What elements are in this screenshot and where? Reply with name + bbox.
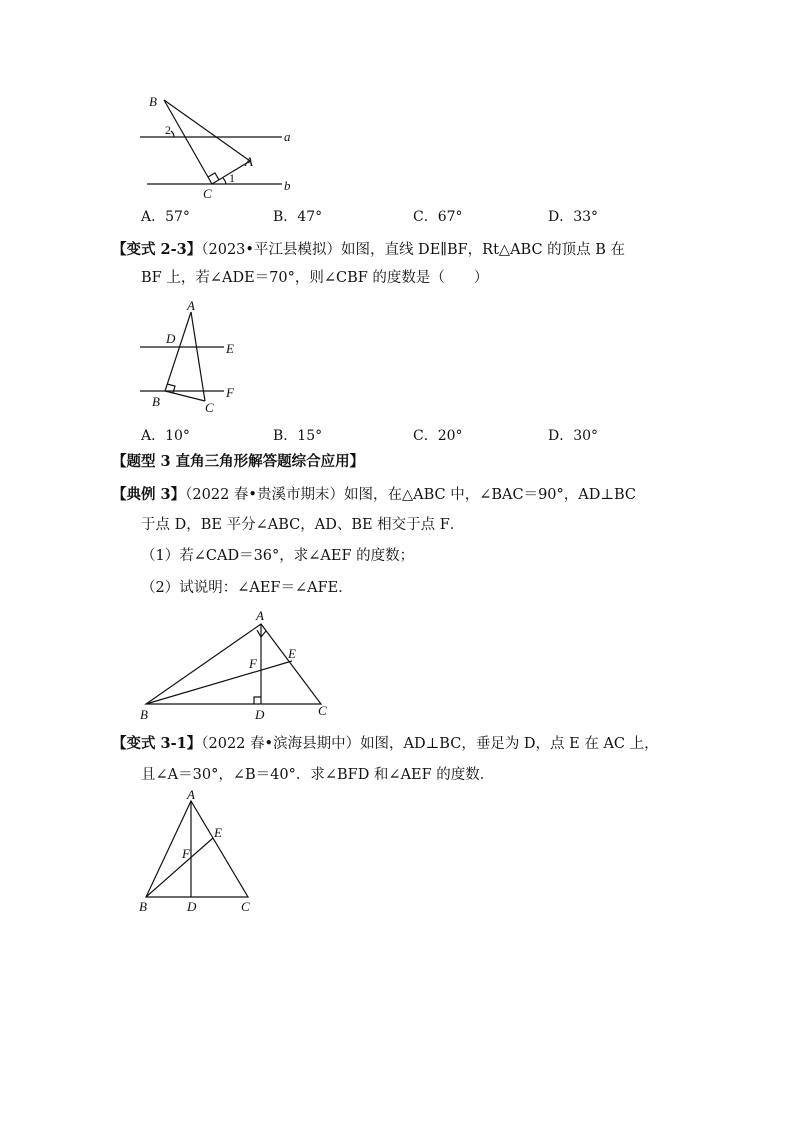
- option-b: B．47°: [273, 209, 323, 225]
- question-2-3-line2: BF 上，若∠ADE＝70°，则∠CBF 的度数是（ ）: [141, 270, 489, 286]
- question-3-1-line2: 且∠A＝30°，∠B＝40°．求∠BFD 和∠AEF 的度数．: [141, 767, 495, 783]
- triangle-ABC: [146, 801, 248, 897]
- label-C: C: [205, 400, 214, 415]
- label-D: D: [187, 899, 197, 914]
- label-E: E: [214, 825, 222, 840]
- option-d: D．30°: [548, 428, 599, 444]
- label-D: D: [255, 707, 265, 722]
- question-text: （2022 春•滨海县期中）如图，AD⊥BC，垂足为 D，点 E 在 AC 上，: [201, 736, 659, 752]
- label-2: 2: [165, 123, 171, 137]
- label-A: A: [187, 787, 195, 802]
- label-D: D: [166, 331, 176, 346]
- option-c: C．67°: [413, 209, 463, 225]
- label-A: A: [256, 608, 264, 623]
- label-B: B: [140, 707, 148, 722]
- label-F: F: [249, 656, 257, 671]
- option-c: C．20°: [413, 428, 463, 444]
- label-b: b: [284, 178, 291, 193]
- option-a: A．10°: [141, 428, 190, 444]
- label-E: E: [226, 341, 234, 356]
- label-A: A: [187, 298, 195, 313]
- label-a: a: [284, 129, 291, 144]
- label-B: B: [139, 899, 147, 914]
- option-a: A．57°: [141, 209, 190, 225]
- section-title: 【题型 3 直角三角形解答题综合应用】: [112, 453, 365, 470]
- question-tag: 【变式 3-1】: [112, 735, 202, 752]
- label-A: A: [245, 154, 253, 169]
- label-C: C: [318, 703, 327, 718]
- label-B: B: [152, 394, 160, 409]
- label-F: F: [226, 385, 234, 400]
- example-3-sub1: （1）若∠CAD＝36°，求∠AEF 的度数；: [141, 548, 415, 564]
- label-F: F: [182, 846, 190, 861]
- segment-BE: [146, 838, 213, 897]
- option-b: B．15°: [273, 428, 323, 444]
- example-3-sub2: （2）试说明：∠AEF＝∠AFE．: [141, 580, 353, 596]
- label-E: E: [288, 646, 296, 661]
- option-d: D．33°: [548, 209, 599, 225]
- example-text: （2022 春•贵溪市期末）如图，在△ABC 中，∠BAC＝90°，AD⊥BC: [185, 487, 637, 503]
- question-text: （2023•平江县模拟）如图，直线 DE∥BF，Rt△ABC 的顶点 B 在: [201, 242, 626, 258]
- example-tag: 【典例 3】: [112, 486, 186, 503]
- label-B: B: [149, 94, 157, 109]
- label-C: C: [241, 899, 250, 914]
- question-tag: 【变式 2-3】: [112, 241, 202, 258]
- label-1: 1: [229, 171, 235, 185]
- label-C: C: [203, 186, 212, 201]
- example-3-line2: 于点 D，BE 平分∠ABC，AD、BE 相交于点 F．: [141, 517, 465, 533]
